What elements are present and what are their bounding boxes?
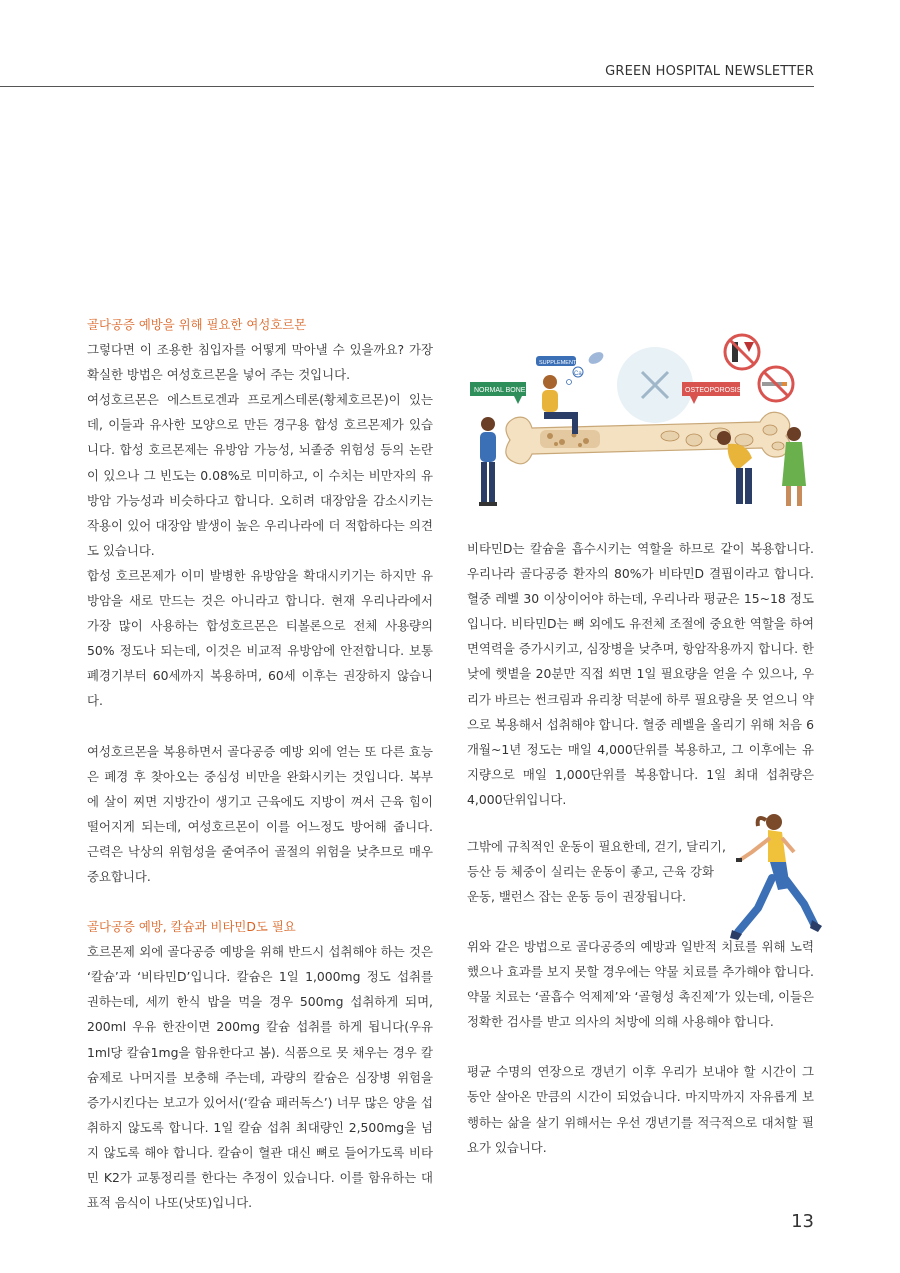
paragraph: 여성호르몬을 복용하면서 골다공증 예방 외에 얻는 또 다른 효능은 폐경 후 찾아오는 중심성 비만을 완화시키는 것입니다. 복부에 살이 찌면 지방간이 생기고 근육에도 지방이 껴서 근육 힘이 떨어지게 되는데, 여성호르몬이 이를 어느정도 방어해 줍니다. 근력은 낙상의 위험성을 줄여주어 골절의 위험을 낮추므로 매우 중요합니다. xyxy=(87,743,433,884)
svg-text:Ca: Ca xyxy=(574,371,582,377)
paragraph: 여성호르몬은 에스트로겐과 프로게스테론(황체호르몬)이 있는데, 이들과 유사한 모양으로 만든 경구용 합성 호르몬제가 있습니다. 합성 호르몬제는 유방암 가능성, 뇌졸중 위험성 등의 논란이 있으나 그 빈도는 0.08%로 미미하고, 이 수치는 비만자의 유방암 가능성과 비슷하다고 합니다. 오히려 대장암을 감소시키는 작용이 있어 대장암 발생이 높은 우리나라에 더 적합하다는 의견도 있습니다. xyxy=(87,392,433,558)
paragraph: 위와 같은 방법으로 골다공증의 예방과 일반적 치료를 위해 노력했으나 효과를 보지 못할 경우에는 약물 치료를 추가해야 합니다. 약물 치료는 ‘골흡수 억제제’와 ‘골형성 촉진제’가 있는데, 이들은 정확한 검사를 받고 의사의 처방에 의해 사용해야 합니다. xyxy=(467,939,814,1030)
paragraph: 평균 수명의 연장으로 갱년기 이후 우리가 보내야 할 시간이 그 동안 살아온 만큼의 시간이 되었습니다. 마지막까지 자유롭게 보행하는 삶을 살기 위해서는 우선 갱년기를 적극적으로 대처할 필요가 있습니다. xyxy=(467,1064,814,1155)
bone-illustration xyxy=(470,330,815,525)
section-heading-calcium: 골다공증 예방, 칼슘과 비타민D도 필요 xyxy=(87,919,296,935)
section-heading-hormone: 골다공증 예방을 위해 필요한 여성호르몬 xyxy=(87,317,307,332)
newsletter-title: GREEN HOSPITAL NEWSLETTER xyxy=(605,64,814,79)
woman-sitting-figure xyxy=(542,375,578,434)
header-divider xyxy=(0,86,814,87)
no-smoking-icon xyxy=(759,367,793,401)
right-column xyxy=(467,536,814,812)
running-woman-illustration xyxy=(728,808,826,946)
man-standing-figure xyxy=(479,417,497,506)
right-column-lower xyxy=(467,934,814,1160)
paragraph: 호르몬제 외에 골다공증 예방을 위해 반드시 섭취해야 하는 것은 ‘칼슘’과 ‘비타민D’입니다. 칼슘은 1일 1,000mg 정도 섭취를 권하는데, 세끼 한식 밥을 먹을 경우 500mg 섭취하게 되며, 200ml 우유 한잔이면 200mg 칼슘 섭취를 하게 됩니다(우유 1ml당 칼슘1mg을 함유한다고 봄). 식품으로 못 채우는 경우 칼슘제로 나머지를 보충해 주는데, 과량의 칼슘은 심장병 위험을 증가시킨다는 보고가 있어서(‘칼슘 패러독스’) 너무 많은 양을 섭취하지 않도록 합니다. 1일 칼슘 섭취 최대량인 2,500mg을 넘지 않도록 해야 합니다. 칼슘이 혈관 대신 뼈로 들어가도록 비타민 K2가 교통정리를 한다는 추정이 있습니다. 이를 함유하는 대표적 음식이 나또(낫또)입니다. xyxy=(87,944,433,1211)
pill-icon xyxy=(567,350,606,385)
exercise-paragraph: 그밖에 규칙적인 운동이 필요한데, 걷기, 달리기, 등산 등 체중이 실리는 운동이 좋고, 근육 강화 운동, 밸런스 잡는 운동 등이 권장됩니다. xyxy=(467,839,726,905)
no-alcohol-icon xyxy=(725,335,759,369)
page-number: 13 xyxy=(791,1211,814,1232)
svg-text:OSTEOPOROSIS: OSTEOPOROSIS xyxy=(685,387,742,394)
osteoporosis-label xyxy=(682,382,742,404)
paragraph: 비타민D는 칼슘을 흡수시키는 역할을 하므로 같이 복용합니다. 우리나라 골다공증 환자의 80%가 비타민D 결핍이라고 합니다. 혈중 레벨 30 이상이어야 하는데, 우리나라 평균은 15~18 정도입니다. 비타민D는 뼈 외에도 유전체 조절에 중요한 역할을 하여 면역력을 증가시키고, 심장병을 낮추며, 항암작용까지 합니다. 한낮에 햇볕을 20분만 직접 쐬면 1일 필요량을 얻을 수 있으나, 우리가 바르는 썬크림과 유리창 덕분에 하루 필요량을 못 얻으니 약으로 복용해서 섭취해야 합니다. 혈중 레벨을 올리기 위해 처음 6개월~1년 정도는 매일 4,000단위를 복용하고, 그 이후에는 유지량으로 매일 1,000단위를 복용합니다. 1일 최대 섭취량은 4,000단위입니다. xyxy=(467,541,814,807)
svg-text:NORMAL BONE: NORMAL BONE xyxy=(474,387,526,394)
normal-bone-label xyxy=(470,382,526,404)
left-column xyxy=(87,312,433,1215)
supplements-label xyxy=(536,356,580,366)
svg-text:SUPPLEMENTS: SUPPLEMENTS xyxy=(539,360,580,366)
paragraph: 합성 호르몬제가 이미 발병한 유방암을 확대시키기는 하지만 유방암을 새로 만드는 것은 아니라고 합니다. 현재 우리나라에서 가장 많이 사용하는 합성호르몬은 티볼론으로 전체 사용량의 50% 정도나 되는데, 이것은 비교적 유방암에 안전합니다. 보통 폐경기부터 60세까지 복용하며, 60세 이후는 권장하지 않습니다. xyxy=(87,567,433,709)
paragraph: 그렇다면 이 조용한 침입자를 어떻게 막아낼 수 있을까요? 가장 확실한 방법은 여성호르몬을 넣어 주는 것입니다. xyxy=(87,342,433,383)
